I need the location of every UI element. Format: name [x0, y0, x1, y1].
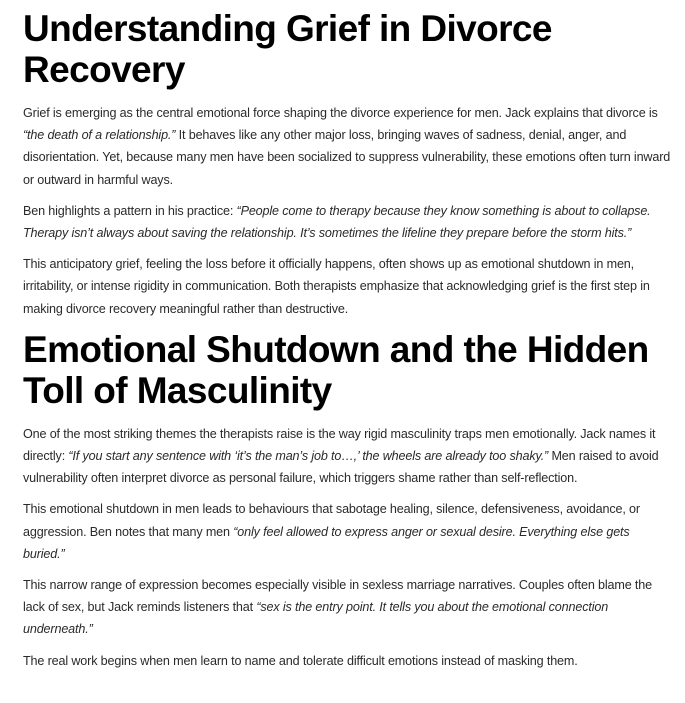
quote-text: “only feel allowed to express anger or sexual desire. Everything else gets buried.” — [23, 524, 630, 561]
body-text: This anticipatory grief, feeling the loss before it officially happens, often shows up as emotional shutdown in men, irritability, or intense rigidity in communication. Both therapists emphasize that acknowledging grief is the first step in making divorce recovery meaningful rather than destructive. — [23, 257, 650, 316]
section-heading: Understanding Grief in Divorce Recovery — [23, 8, 552, 90]
body-text: It behaves like any other major loss, bringing waves of sadness, denial, anger, and disorientation. Yet, because many men have been socialized to suppress vulnerability, these emotions often turn inward or outward in harmful ways. — [23, 128, 671, 187]
body-text: Men raised to avoid vulnerability often interpret divorce as personal failure, which triggers shame rather than self-reflection. — [23, 449, 659, 486]
section-heading: Emotional Shutdown and the Hidden Toll of Masculinity — [23, 328, 649, 411]
body-text: One of the most striking themes the therapists raise is the way rigid masculinity traps men emotionally. Jack names it directly: — [23, 426, 656, 464]
body-text: The real work begins when men learn to name and tolerate difficult emotions instead of masking them. — [23, 653, 578, 668]
body-text: This narrow range of expression becomes especially visible in sexless marriage narratives. Couples often blame the lack of sex, but Jack reminds listeners that — [23, 578, 652, 615]
paragraph — [23, 650, 671, 672]
quote-text: “sex is the entry point. It tells you about the emotional connection underneath.” — [23, 600, 609, 637]
body-text: Ben highlights a pattern in his practice: — [23, 203, 237, 218]
quote-text: “If you start any sentence with ‘it’s the man’s job to…,’ the wheels are already too shaky.” — [68, 449, 549, 464]
body-text: This emotional shutdown in men leads to behaviours that sabotage healing, silence, defensiveness, avoidance, or aggression. Ben notes that many men — [23, 502, 640, 539]
paragraph — [23, 574, 671, 641]
paragraph — [23, 102, 671, 191]
paragraph — [23, 253, 671, 320]
body-text: Grief is emerging as the central emotional force shaping the divorce experience for men. Jack explains that divorce is — [23, 106, 658, 120]
paragraph — [23, 498, 671, 565]
quote-text: “the death of a relationship.” — [23, 128, 176, 143]
paragraph — [23, 423, 671, 490]
quote-text: “People come to therapy because they know something is about to collapse. Therapy isn’t always about saving the relationship. It’s sometimes the lifeline they prepare before the storm hits.” — [23, 203, 651, 241]
paragraph — [23, 200, 671, 244]
